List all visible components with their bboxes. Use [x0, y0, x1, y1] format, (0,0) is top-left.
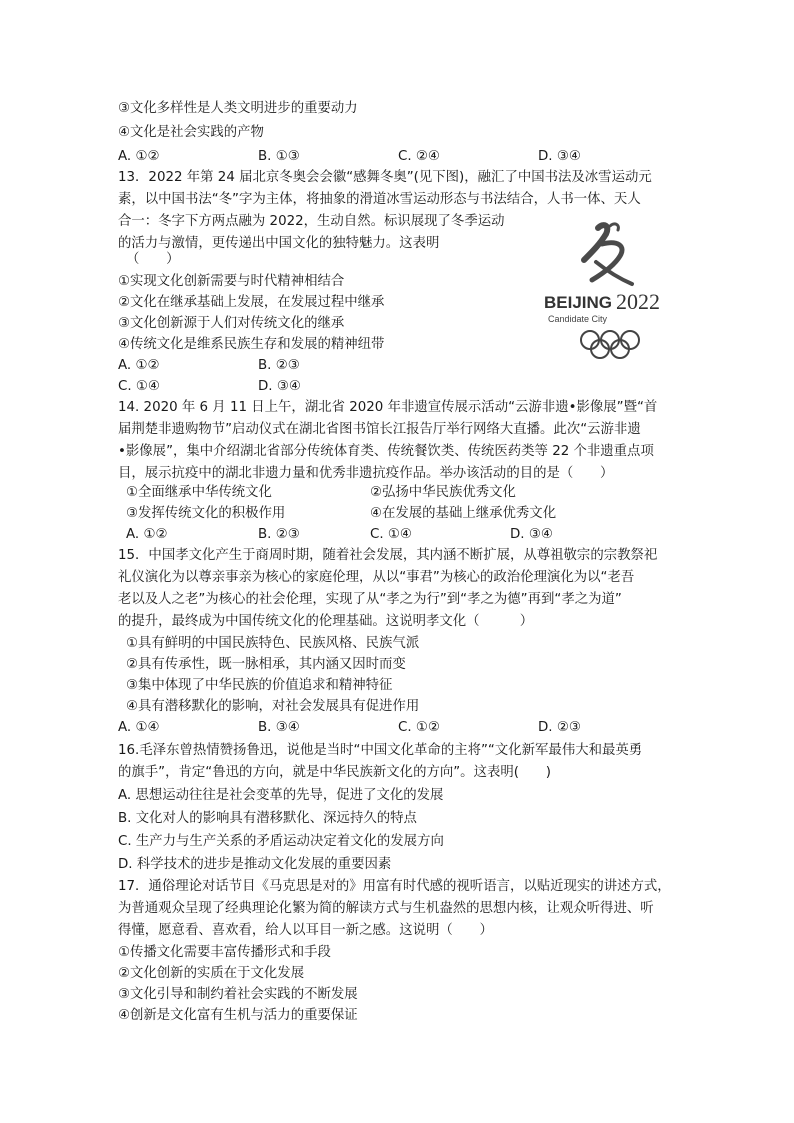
olympic-rings-icon — [581, 331, 639, 358]
q16-option-b: B. 文化对人的影响具有潜移默化、深远持久的特点 — [118, 811, 417, 826]
q14-option-b: B. ②③ — [258, 527, 300, 542]
q16-option-c: C. 生产力与生产关系的矛盾运动决定着文化的发展方向 — [118, 834, 444, 849]
q17-item-3: ③文化引导和制约着社会实践的不断发展 — [118, 987, 358, 1002]
q12-item-3: ③文化多样性是人类文明进步的重要动力 — [118, 101, 358, 116]
q16-stem-line: 的旗手”，肯定“鲁迅的方向，就是中华民族新文化的方向”。这表明( ) — [118, 765, 551, 780]
q15-stem-line: 的提升，最终成为中国传统文化的伦理基础。这说明孝文化（ ） — [118, 614, 534, 629]
emblem-year-text: 2022 — [616, 289, 660, 314]
q14-option-d: D. ③④ — [510, 527, 553, 542]
q15-stem-line: 老以及人之老”为核心的社会伦理，实现了从“孝之为行”到“孝之为德”再到“孝之为道” — [118, 592, 622, 607]
q14-item-3: ③发挥传统文化的积极作用 — [126, 506, 286, 521]
emblem-candidate-text: Candidate City — [548, 314, 608, 324]
emblem-beijing-text: BEIJING — [544, 293, 613, 312]
q13-option-c: C. ①④ — [118, 379, 160, 394]
q13-answer-blank: （ ） — [126, 252, 180, 267]
q14-item-2: ②弘扬中华民族优秀文化 — [370, 485, 516, 500]
q15-item-2: ②具有传承性，既一脉相承，其内涵又因时而变 — [126, 657, 406, 672]
q15-option-b: B. ③④ — [258, 720, 300, 735]
q13-option-b: B. ②③ — [258, 358, 300, 373]
q12-item-4: ④文化是社会实践的产物 — [118, 125, 264, 140]
q17-item-4: ④创新是文化富有生机与活力的重要保证 — [118, 1008, 358, 1023]
q12-option-d: D. ③④ — [538, 149, 581, 164]
beijing-2022-emblem — [540, 218, 672, 366]
q14-stem-line: 目，展示抗疫中的湖北非遗力量和优秀非遗抗疫作品。举办该活动的目的是（ ） — [118, 466, 614, 481]
q14-option-a: A. ①② — [126, 527, 168, 542]
q15-stem-line: 15．中国孝文化产生于商周时期，随着社会发展，其内涵不断扩展，从尊祖敬宗的宗教祭祀 — [118, 548, 658, 563]
q14-item-1: ①全面继承中华传统文化 — [126, 485, 272, 500]
q15-item-1: ①具有鲜明的中国民族特色、民族风格、民族气派 — [126, 636, 420, 651]
q12-option-b: B. ①③ — [258, 149, 300, 164]
q14-stem-line: •影像展”，集中介绍湖北省部分传统体育类、传统餐饮类、传统医药类等 22 个非遗重点项 — [118, 444, 654, 459]
q12-option-c: C. ②④ — [398, 149, 440, 164]
dong-calligraphy-icon — [584, 224, 632, 284]
q16-option-d: D. 科学技术的进步是推动文化发展的重要因素 — [118, 857, 392, 872]
q17-item-2: ②文化创新的实质在于文化发展 — [118, 966, 305, 981]
q13-item-1: ①实现文化创新需要与时代精神相结合 — [118, 274, 345, 289]
q13-stem-line: 的活力与激情，更传递出中国文化的独特魅力。这表明 — [118, 236, 440, 251]
q15-item-4: ④具有潜移默化的影响，对社会发展具有促进作用 — [126, 699, 420, 714]
q14-stem-line: 14. 2020 年 6 月 11 日上午，湖北省 2020 年非遗宣传展示活动“云游非遗•影像展”暨“首 — [118, 400, 658, 415]
q17-stem-line: 17．通俗理论对话节目《马克思是对的》用富有时代感的视听语言，以贴近现实的讲述方式， — [118, 879, 671, 894]
q15-option-d: D. ②③ — [538, 720, 581, 735]
q13-option-a: A. ①② — [118, 358, 160, 373]
q14-item-4: ④在发展的基础上继承优秀文化 — [370, 506, 557, 521]
q13-stem-line: 合一：冬字下方两点融为 2022，生动自然。标识展现了冬季运动 — [118, 214, 505, 229]
q16-option-a: A. 思想运动往往是社会变革的先导，促进了文化的发展 — [118, 788, 444, 803]
q14-stem-line: 届荆楚非遗购物节”启动仪式在湖北省图书馆长江报告厅举行网络大直播。此次“云游非遗 — [118, 422, 641, 437]
q17-stem-line: 为普通观众呈现了经典理论化繁为简的解读方式与生机盎然的思想内核，让观众听得进、听 — [118, 901, 654, 916]
q15-item-3: ③集中体现了中华民族的价值追求和精神特征 — [126, 678, 393, 693]
q15-option-a: A. ①④ — [118, 720, 160, 735]
q14-option-c: C. ①④ — [370, 527, 412, 542]
q12-option-a: A. ①② — [118, 149, 160, 164]
q13-stem-line: 素，以中国书法“冬”字为主体，将抽象的滑道冰雪运动形态与书法结合，人书一体、天人 — [118, 192, 641, 207]
q13-option-d: D. ③④ — [258, 379, 301, 394]
q13-item-3: ③文化创新源于人们对传统文化的继承 — [118, 316, 345, 331]
q13-item-2: ②文化在继承基础上发展，在发展过程中继承 — [118, 295, 385, 310]
q17-item-1: ①传播文化需要丰富传播形式和手段 — [118, 945, 331, 960]
q15-stem-line: 礼仪演化为以尊亲事亲为核心的家庭伦理，从以“事君”为核心的政治伦理演化为以“老吾 — [118, 570, 635, 585]
q13-item-4: ④传统文化是维系民族生存和发展的精神纽带 — [118, 337, 385, 352]
q13-stem-line: 13．2022 年第 24 届北京冬奥会会徽“感舞冬奥”(见下图)，融汇了中国书法及冰雪运动元 — [118, 170, 652, 185]
q17-stem-line: 得懂，愿意看、喜欢看，给人以耳目一新之感。这说明（ ） — [118, 923, 493, 938]
q15-option-c: C. ①② — [398, 720, 440, 735]
q16-stem-line: 16.毛泽东曾热情赞扬鲁迅，说他是当时“中国文化革命的主将”“文化新军最伟大和最英勇 — [118, 743, 643, 758]
